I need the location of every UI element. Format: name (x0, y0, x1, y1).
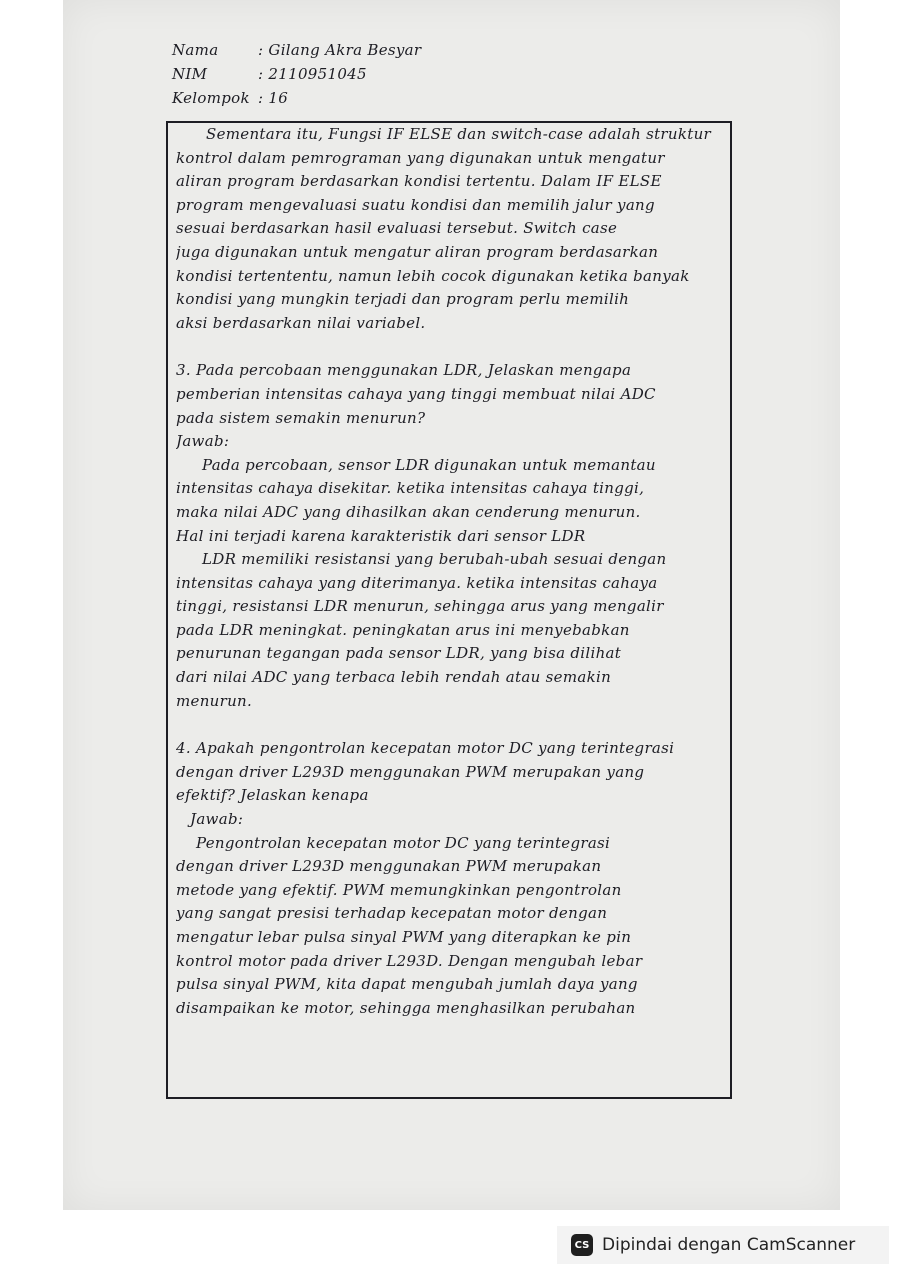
header-value: : 16 (258, 89, 289, 107)
text-line: menurun. (176, 691, 253, 710)
text-line: sesuai berdasarkan hasil evaluasi tersebut. Switch case (176, 219, 618, 238)
header-row-group (172, 86, 572, 110)
question-line: dengan driver L293D menggunakan PWM merupakan yang (176, 762, 645, 781)
text-line: kondisi tertententu, namun lebih cocok digunakan ketika banyak (176, 266, 690, 285)
text-line: LDR memiliki resistansi yang berubah-ubah sesuai dengan (202, 550, 667, 569)
answer-box (166, 121, 732, 1099)
camscanner-label: Dipindai dengan CamScanner (602, 1235, 856, 1255)
student-header (172, 38, 572, 110)
text-line: intensitas cahaya disekitar. ketika intensitas cahaya tinggi, (176, 479, 645, 498)
text-line: dari nilai ADC yang terbaca lebih rendah atau semakin (176, 668, 612, 687)
text-line: kontrol dalam pemrograman yang digunakan untuk mengatur (176, 148, 665, 167)
text-line: maka nilai ADC yang dihasilkan akan cenderung menurun. (176, 502, 641, 521)
text-line: Sementara itu, Fungsi IF ELSE dan switch-case adalah struktur (206, 125, 712, 143)
question-line: pada sistem semakin menurun? (176, 408, 426, 427)
paragraph-switch-case (176, 123, 724, 335)
text-line: juga digunakan untuk mengatur aliran program berdasarkan (176, 242, 659, 261)
text-line: Hal ini terjadi karena karakteristik dari sensor LDR (176, 526, 586, 545)
camscanner-watermark (557, 1226, 889, 1264)
text-line: penurunan tegangan pada sensor LDR, yang bisa dilihat (176, 644, 622, 663)
question-line: efektif? Jelaskan kenapa (176, 786, 369, 805)
text-line: pada LDR meningkat. peningkatan arus ini menyebabkan (176, 620, 630, 639)
question-4 (176, 737, 724, 1020)
text-line: tinggi, resistansi LDR menurun, sehingga arus yang mengalir (176, 597, 664, 616)
text-line: yang sangat presisi terhadap kecepatan motor dengan (176, 904, 608, 923)
text-line: kontrol motor pada driver L293D. Dengan mengubah lebar (176, 951, 643, 970)
camscanner-logo-icon: CS (571, 1234, 593, 1256)
answer-label: Jawab: (190, 810, 244, 829)
header-label: NIM (172, 65, 208, 83)
header-value: : Gilang Akra Besyar (258, 41, 422, 59)
text-line: dengan driver L293D menggunakan PWM merupakan (176, 857, 602, 876)
header-label: Kelompok (172, 89, 250, 107)
question-line: pemberian intensitas cahaya yang tinggi membuat nilai ADC (176, 384, 656, 403)
question-line: 4. Apakah pengontrolan kecepatan motor DC yang terintegrasi (176, 739, 675, 758)
text-line: intensitas cahaya yang diterimanya. ketika intensitas cahaya (176, 573, 658, 592)
text-line: pulsa sinyal PWM, kita dapat mengubah jumlah daya yang (176, 975, 638, 994)
header-row-name (172, 38, 572, 62)
text-line: kondisi yang mungkin terjadi dan program perlu memilih (176, 290, 630, 309)
text-line: Pengontrolan kecepatan motor DC yang terintegrasi (196, 833, 611, 852)
text-line: disampaikan ke motor, sehingga menghasilkan perubahan (176, 998, 636, 1017)
text-line: mengatur lebar pulsa sinyal PWM yang diterapkan ke pin (176, 928, 632, 946)
header-row-nim (172, 62, 572, 86)
text-line: aliran program berdasarkan kondisi tertentu. Dalam IF ELSE (176, 172, 662, 191)
header-value: : 2110951045 (258, 65, 367, 83)
question-3 (176, 359, 724, 713)
text-line: metode yang efektif. PWM memungkinkan pengontrolan (176, 880, 622, 899)
text-line: Pada percobaan, sensor LDR digunakan untuk memantau (202, 455, 656, 474)
header-label: Nama (172, 41, 219, 59)
handwritten-text (176, 123, 724, 1020)
question-line: 3. Pada percobaan menggunakan LDR, Jelaskan mengapa (176, 361, 632, 380)
answer-label: Jawab: (176, 432, 230, 451)
text-line: program mengevaluasi suatu kondisi dan memilih jalur yang (176, 195, 655, 214)
text-line: aksi berdasarkan nilai variabel. (176, 313, 426, 332)
